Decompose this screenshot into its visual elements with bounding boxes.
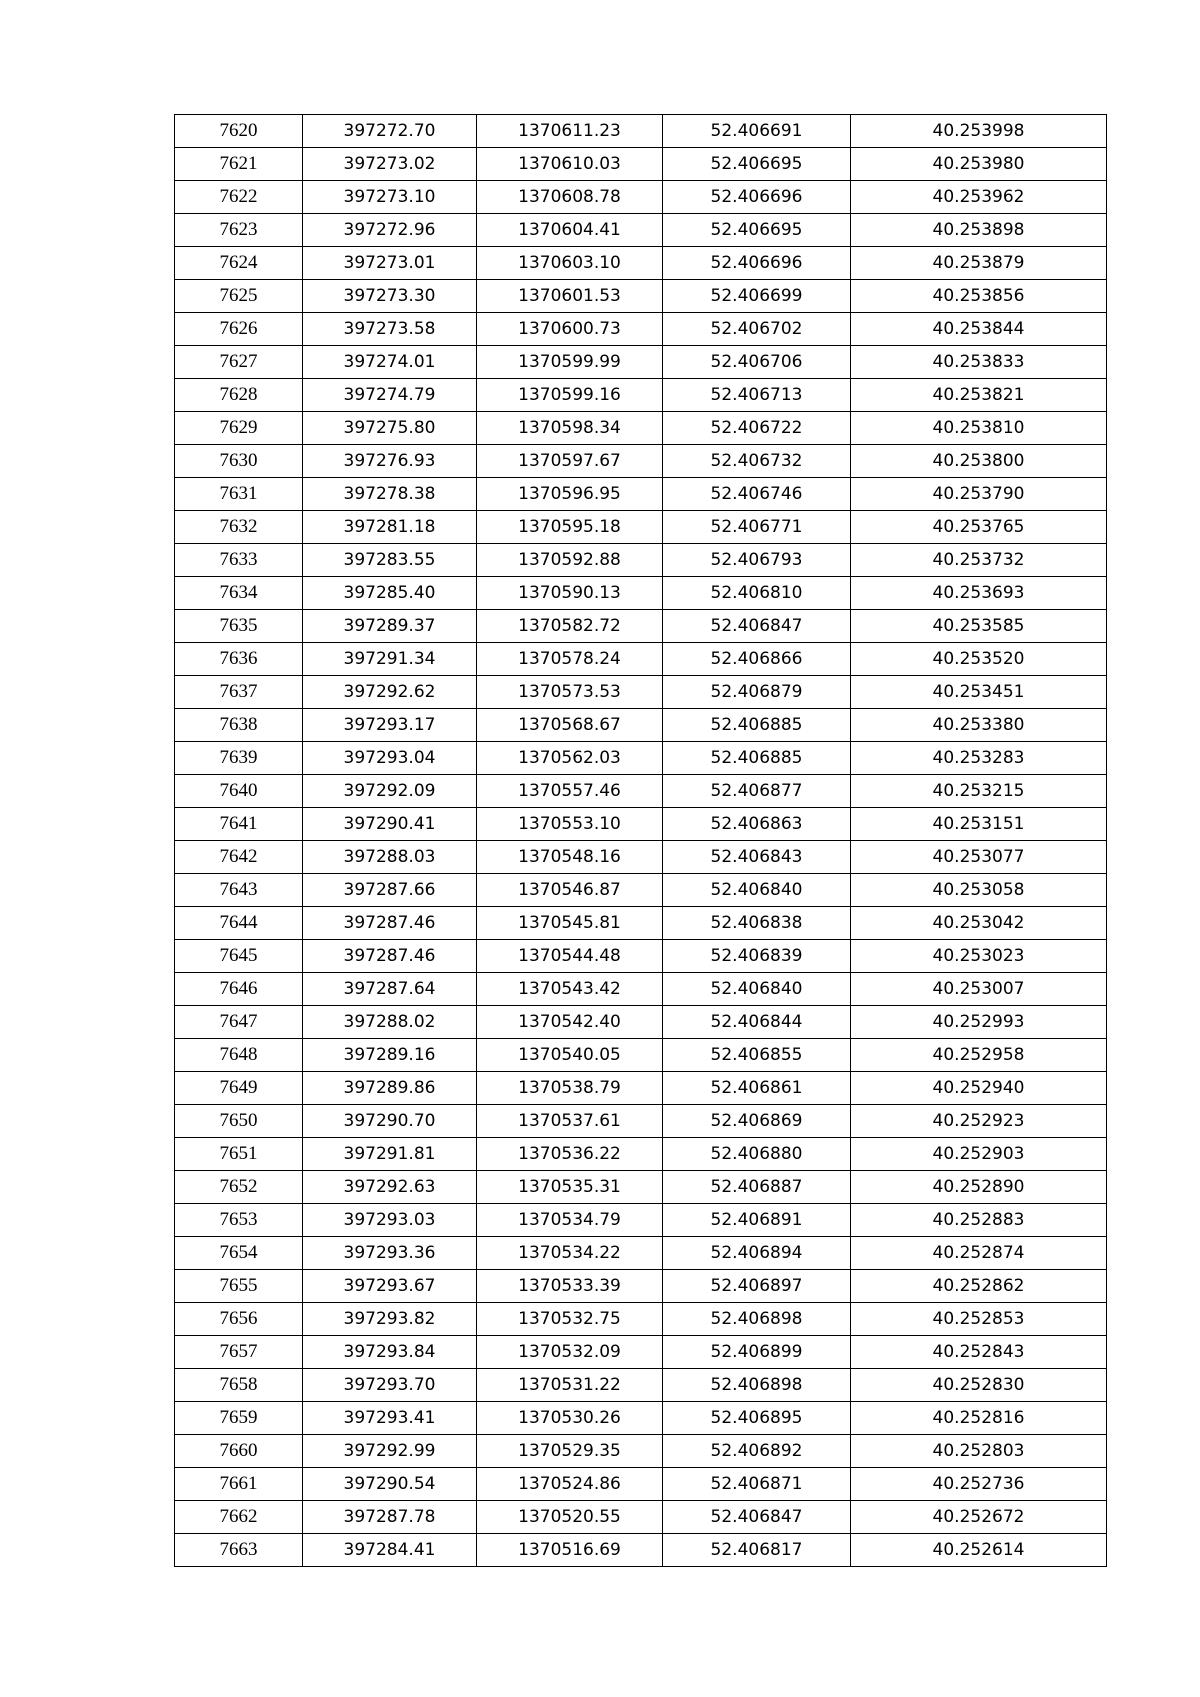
longitude-cell: 40.253283 xyxy=(851,742,1107,775)
table-row xyxy=(175,775,1107,808)
point-number-cell: 7655 xyxy=(175,1270,303,1303)
latitude-cell: 52.406695 xyxy=(663,214,851,247)
point-number-cell: 7644 xyxy=(175,907,303,940)
point-number-cell: 7636 xyxy=(175,643,303,676)
table-row xyxy=(175,874,1107,907)
point-number-cell: 7631 xyxy=(175,478,303,511)
point-number-cell: 7629 xyxy=(175,412,303,445)
x-coordinate-cell: 397291.81 xyxy=(303,1138,477,1171)
point-number-cell: 7645 xyxy=(175,940,303,973)
table-row xyxy=(175,412,1107,445)
x-coordinate-cell: 397287.46 xyxy=(303,940,477,973)
point-number-cell: 7622 xyxy=(175,181,303,214)
x-coordinate-cell: 397292.63 xyxy=(303,1171,477,1204)
table-row xyxy=(175,742,1107,775)
point-number-cell: 7653 xyxy=(175,1204,303,1237)
longitude-cell: 40.253585 xyxy=(851,610,1107,643)
latitude-cell: 52.406839 xyxy=(663,940,851,973)
y-coordinate-cell: 1370595.18 xyxy=(477,511,663,544)
x-coordinate-cell: 397293.03 xyxy=(303,1204,477,1237)
latitude-cell: 52.406732 xyxy=(663,445,851,478)
y-coordinate-cell: 1370533.39 xyxy=(477,1270,663,1303)
point-number-cell: 7648 xyxy=(175,1039,303,1072)
point-number-cell: 7660 xyxy=(175,1435,303,1468)
latitude-cell: 52.406840 xyxy=(663,874,851,907)
longitude-cell: 40.253962 xyxy=(851,181,1107,214)
x-coordinate-cell: 397273.01 xyxy=(303,247,477,280)
x-coordinate-cell: 397293.70 xyxy=(303,1369,477,1402)
x-coordinate-cell: 397287.66 xyxy=(303,874,477,907)
longitude-cell: 40.252874 xyxy=(851,1237,1107,1270)
latitude-cell: 52.406695 xyxy=(663,148,851,181)
table-row xyxy=(175,1039,1107,1072)
point-number-cell: 7634 xyxy=(175,577,303,610)
longitude-cell: 40.253451 xyxy=(851,676,1107,709)
latitude-cell: 52.406706 xyxy=(663,346,851,379)
y-coordinate-cell: 1370553.10 xyxy=(477,808,663,841)
table-row xyxy=(175,907,1107,940)
point-number-cell: 7656 xyxy=(175,1303,303,1336)
point-number-cell: 7649 xyxy=(175,1072,303,1105)
table-row xyxy=(175,280,1107,313)
table-row xyxy=(175,544,1107,577)
latitude-cell: 52.406696 xyxy=(663,247,851,280)
latitude-cell: 52.406847 xyxy=(663,610,851,643)
longitude-cell: 40.253215 xyxy=(851,775,1107,808)
table-row xyxy=(175,1336,1107,1369)
y-coordinate-cell: 1370562.03 xyxy=(477,742,663,775)
latitude-cell: 52.406880 xyxy=(663,1138,851,1171)
longitude-cell: 40.253765 xyxy=(851,511,1107,544)
longitude-cell: 40.252803 xyxy=(851,1435,1107,1468)
latitude-cell: 52.406877 xyxy=(663,775,851,808)
table-row xyxy=(175,1468,1107,1501)
y-coordinate-cell: 1370603.10 xyxy=(477,247,663,280)
x-coordinate-cell: 397293.17 xyxy=(303,709,477,742)
table-row xyxy=(175,511,1107,544)
latitude-cell: 52.406713 xyxy=(663,379,851,412)
table-row xyxy=(175,1204,1107,1237)
longitude-cell: 40.253790 xyxy=(851,478,1107,511)
x-coordinate-cell: 397293.41 xyxy=(303,1402,477,1435)
latitude-cell: 52.406871 xyxy=(663,1468,851,1501)
x-coordinate-cell: 397292.62 xyxy=(303,676,477,709)
point-number-cell: 7621 xyxy=(175,148,303,181)
y-coordinate-cell: 1370578.24 xyxy=(477,643,663,676)
longitude-cell: 40.253042 xyxy=(851,907,1107,940)
longitude-cell: 40.253007 xyxy=(851,973,1107,1006)
y-coordinate-cell: 1370601.53 xyxy=(477,280,663,313)
x-coordinate-cell: 397292.99 xyxy=(303,1435,477,1468)
y-coordinate-cell: 1370516.69 xyxy=(477,1534,663,1567)
latitude-cell: 52.406887 xyxy=(663,1171,851,1204)
latitude-cell: 52.406885 xyxy=(663,742,851,775)
y-coordinate-cell: 1370582.72 xyxy=(477,610,663,643)
longitude-cell: 40.253732 xyxy=(851,544,1107,577)
y-coordinate-cell: 1370573.53 xyxy=(477,676,663,709)
y-coordinate-cell: 1370597.67 xyxy=(477,445,663,478)
longitude-cell: 40.253810 xyxy=(851,412,1107,445)
y-coordinate-cell: 1370530.26 xyxy=(477,1402,663,1435)
table-row xyxy=(175,973,1107,1006)
longitude-cell: 40.253077 xyxy=(851,841,1107,874)
table-row xyxy=(175,709,1107,742)
x-coordinate-cell: 397293.67 xyxy=(303,1270,477,1303)
point-number-cell: 7626 xyxy=(175,313,303,346)
longitude-cell: 40.253980 xyxy=(851,148,1107,181)
y-coordinate-cell: 1370599.16 xyxy=(477,379,663,412)
y-coordinate-cell: 1370537.61 xyxy=(477,1105,663,1138)
longitude-cell: 40.253058 xyxy=(851,874,1107,907)
latitude-cell: 52.406702 xyxy=(663,313,851,346)
x-coordinate-cell: 397293.84 xyxy=(303,1336,477,1369)
point-number-cell: 7661 xyxy=(175,1468,303,1501)
latitude-cell: 52.406898 xyxy=(663,1369,851,1402)
latitude-cell: 52.406699 xyxy=(663,280,851,313)
table-row xyxy=(175,610,1107,643)
table-row xyxy=(175,346,1107,379)
y-coordinate-cell: 1370592.88 xyxy=(477,544,663,577)
latitude-cell: 52.406840 xyxy=(663,973,851,1006)
y-coordinate-cell: 1370529.35 xyxy=(477,1435,663,1468)
table-row xyxy=(175,808,1107,841)
longitude-cell: 40.253879 xyxy=(851,247,1107,280)
y-coordinate-cell: 1370524.86 xyxy=(477,1468,663,1501)
point-number-cell: 7620 xyxy=(175,115,303,148)
x-coordinate-cell: 397289.86 xyxy=(303,1072,477,1105)
table-row xyxy=(175,148,1107,181)
table-row xyxy=(175,181,1107,214)
longitude-cell: 40.252883 xyxy=(851,1204,1107,1237)
coordinates-table xyxy=(174,114,1107,1567)
longitude-cell: 40.252862 xyxy=(851,1270,1107,1303)
y-coordinate-cell: 1370596.95 xyxy=(477,478,663,511)
x-coordinate-cell: 397275.80 xyxy=(303,412,477,445)
longitude-cell: 40.252890 xyxy=(851,1171,1107,1204)
x-coordinate-cell: 397289.16 xyxy=(303,1039,477,1072)
longitude-cell: 40.252903 xyxy=(851,1138,1107,1171)
latitude-cell: 52.406898 xyxy=(663,1303,851,1336)
table-row xyxy=(175,379,1107,412)
table-row xyxy=(175,676,1107,709)
x-coordinate-cell: 397290.54 xyxy=(303,1468,477,1501)
y-coordinate-cell: 1370610.03 xyxy=(477,148,663,181)
x-coordinate-cell: 397274.79 xyxy=(303,379,477,412)
point-number-cell: 7657 xyxy=(175,1336,303,1369)
table-row xyxy=(175,1303,1107,1336)
latitude-cell: 52.406861 xyxy=(663,1072,851,1105)
table-row xyxy=(175,478,1107,511)
x-coordinate-cell: 397273.30 xyxy=(303,280,477,313)
latitude-cell: 52.406863 xyxy=(663,808,851,841)
point-number-cell: 7633 xyxy=(175,544,303,577)
table-row xyxy=(175,1171,1107,1204)
x-coordinate-cell: 397293.36 xyxy=(303,1237,477,1270)
point-number-cell: 7640 xyxy=(175,775,303,808)
x-coordinate-cell: 397293.82 xyxy=(303,1303,477,1336)
table-row xyxy=(175,577,1107,610)
y-coordinate-cell: 1370534.22 xyxy=(477,1237,663,1270)
y-coordinate-cell: 1370535.31 xyxy=(477,1171,663,1204)
longitude-cell: 40.252736 xyxy=(851,1468,1107,1501)
point-number-cell: 7647 xyxy=(175,1006,303,1039)
x-coordinate-cell: 397290.41 xyxy=(303,808,477,841)
point-number-cell: 7624 xyxy=(175,247,303,280)
y-coordinate-cell: 1370540.05 xyxy=(477,1039,663,1072)
longitude-cell: 40.253151 xyxy=(851,808,1107,841)
latitude-cell: 52.406899 xyxy=(663,1336,851,1369)
latitude-cell: 52.406847 xyxy=(663,1501,851,1534)
x-coordinate-cell: 397289.37 xyxy=(303,610,477,643)
table-row xyxy=(175,445,1107,478)
latitude-cell: 52.406746 xyxy=(663,478,851,511)
x-coordinate-cell: 397287.64 xyxy=(303,973,477,1006)
y-coordinate-cell: 1370608.78 xyxy=(477,181,663,214)
longitude-cell: 40.253800 xyxy=(851,445,1107,478)
longitude-cell: 40.253898 xyxy=(851,214,1107,247)
table-row xyxy=(175,1138,1107,1171)
y-coordinate-cell: 1370532.75 xyxy=(477,1303,663,1336)
latitude-cell: 52.406885 xyxy=(663,709,851,742)
latitude-cell: 52.406844 xyxy=(663,1006,851,1039)
x-coordinate-cell: 397273.02 xyxy=(303,148,477,181)
y-coordinate-cell: 1370604.41 xyxy=(477,214,663,247)
y-coordinate-cell: 1370590.13 xyxy=(477,577,663,610)
y-coordinate-cell: 1370568.67 xyxy=(477,709,663,742)
table-row xyxy=(175,1270,1107,1303)
latitude-cell: 52.406843 xyxy=(663,841,851,874)
point-number-cell: 7658 xyxy=(175,1369,303,1402)
x-coordinate-cell: 397283.55 xyxy=(303,544,477,577)
table-row xyxy=(175,247,1107,280)
longitude-cell: 40.252816 xyxy=(851,1402,1107,1435)
x-coordinate-cell: 397292.09 xyxy=(303,775,477,808)
point-number-cell: 7654 xyxy=(175,1237,303,1270)
table-row xyxy=(175,1501,1107,1534)
y-coordinate-cell: 1370531.22 xyxy=(477,1369,663,1402)
point-number-cell: 7652 xyxy=(175,1171,303,1204)
table-row xyxy=(175,115,1107,148)
latitude-cell: 52.406892 xyxy=(663,1435,851,1468)
point-number-cell: 7637 xyxy=(175,676,303,709)
latitude-cell: 52.406879 xyxy=(663,676,851,709)
latitude-cell: 52.406838 xyxy=(663,907,851,940)
latitude-cell: 52.406817 xyxy=(663,1534,851,1567)
x-coordinate-cell: 397290.70 xyxy=(303,1105,477,1138)
longitude-cell: 40.252614 xyxy=(851,1534,1107,1567)
y-coordinate-cell: 1370532.09 xyxy=(477,1336,663,1369)
latitude-cell: 52.406691 xyxy=(663,115,851,148)
table-row xyxy=(175,1402,1107,1435)
y-coordinate-cell: 1370600.73 xyxy=(477,313,663,346)
point-number-cell: 7628 xyxy=(175,379,303,412)
table-row xyxy=(175,1105,1107,1138)
point-number-cell: 7650 xyxy=(175,1105,303,1138)
longitude-cell: 40.253856 xyxy=(851,280,1107,313)
latitude-cell: 52.406897 xyxy=(663,1270,851,1303)
point-number-cell: 7623 xyxy=(175,214,303,247)
table-row xyxy=(175,1435,1107,1468)
longitude-cell: 40.253821 xyxy=(851,379,1107,412)
point-number-cell: 7630 xyxy=(175,445,303,478)
y-coordinate-cell: 1370520.55 xyxy=(477,1501,663,1534)
point-number-cell: 7635 xyxy=(175,610,303,643)
latitude-cell: 52.406894 xyxy=(663,1237,851,1270)
table-row xyxy=(175,1534,1107,1567)
point-number-cell: 7625 xyxy=(175,280,303,313)
x-coordinate-cell: 397278.38 xyxy=(303,478,477,511)
point-number-cell: 7642 xyxy=(175,841,303,874)
longitude-cell: 40.252853 xyxy=(851,1303,1107,1336)
x-coordinate-cell: 397284.41 xyxy=(303,1534,477,1567)
point-number-cell: 7639 xyxy=(175,742,303,775)
longitude-cell: 40.253693 xyxy=(851,577,1107,610)
x-coordinate-cell: 397293.04 xyxy=(303,742,477,775)
latitude-cell: 52.406696 xyxy=(663,181,851,214)
y-coordinate-cell: 1370538.79 xyxy=(477,1072,663,1105)
latitude-cell: 52.406869 xyxy=(663,1105,851,1138)
point-number-cell: 7651 xyxy=(175,1138,303,1171)
y-coordinate-cell: 1370598.34 xyxy=(477,412,663,445)
latitude-cell: 52.406722 xyxy=(663,412,851,445)
table-row xyxy=(175,1369,1107,1402)
point-number-cell: 7659 xyxy=(175,1402,303,1435)
longitude-cell: 40.253998 xyxy=(851,115,1107,148)
longitude-cell: 40.253844 xyxy=(851,313,1107,346)
x-coordinate-cell: 397281.18 xyxy=(303,511,477,544)
y-coordinate-cell: 1370534.79 xyxy=(477,1204,663,1237)
point-number-cell: 7638 xyxy=(175,709,303,742)
table-row xyxy=(175,313,1107,346)
point-number-cell: 7627 xyxy=(175,346,303,379)
y-coordinate-cell: 1370542.40 xyxy=(477,1006,663,1039)
coordinates-table-body xyxy=(175,115,1107,1567)
y-coordinate-cell: 1370546.87 xyxy=(477,874,663,907)
longitude-cell: 40.253380 xyxy=(851,709,1107,742)
longitude-cell: 40.252923 xyxy=(851,1105,1107,1138)
longitude-cell: 40.252843 xyxy=(851,1336,1107,1369)
x-coordinate-cell: 397273.10 xyxy=(303,181,477,214)
table-row xyxy=(175,643,1107,676)
table-row xyxy=(175,1006,1107,1039)
longitude-cell: 40.252958 xyxy=(851,1039,1107,1072)
y-coordinate-cell: 1370599.99 xyxy=(477,346,663,379)
table-row xyxy=(175,841,1107,874)
longitude-cell: 40.252830 xyxy=(851,1369,1107,1402)
longitude-cell: 40.253520 xyxy=(851,643,1107,676)
latitude-cell: 52.406895 xyxy=(663,1402,851,1435)
y-coordinate-cell: 1370543.42 xyxy=(477,973,663,1006)
y-coordinate-cell: 1370536.22 xyxy=(477,1138,663,1171)
latitude-cell: 52.406891 xyxy=(663,1204,851,1237)
point-number-cell: 7641 xyxy=(175,808,303,841)
y-coordinate-cell: 1370544.48 xyxy=(477,940,663,973)
x-coordinate-cell: 397285.40 xyxy=(303,577,477,610)
table-row xyxy=(175,940,1107,973)
latitude-cell: 52.406793 xyxy=(663,544,851,577)
longitude-cell: 40.253833 xyxy=(851,346,1107,379)
longitude-cell: 40.252672 xyxy=(851,1501,1107,1534)
y-coordinate-cell: 1370611.23 xyxy=(477,115,663,148)
y-coordinate-cell: 1370557.46 xyxy=(477,775,663,808)
latitude-cell: 52.406855 xyxy=(663,1039,851,1072)
table-row xyxy=(175,1237,1107,1270)
y-coordinate-cell: 1370545.81 xyxy=(477,907,663,940)
table-row xyxy=(175,1072,1107,1105)
y-coordinate-cell: 1370548.16 xyxy=(477,841,663,874)
point-number-cell: 7643 xyxy=(175,874,303,907)
table-row xyxy=(175,214,1107,247)
x-coordinate-cell: 397288.03 xyxy=(303,841,477,874)
x-coordinate-cell: 397272.70 xyxy=(303,115,477,148)
x-coordinate-cell: 397291.34 xyxy=(303,643,477,676)
longitude-cell: 40.252940 xyxy=(851,1072,1107,1105)
x-coordinate-cell: 397274.01 xyxy=(303,346,477,379)
x-coordinate-cell: 397273.58 xyxy=(303,313,477,346)
x-coordinate-cell: 397287.46 xyxy=(303,907,477,940)
x-coordinate-cell: 397272.96 xyxy=(303,214,477,247)
point-number-cell: 7663 xyxy=(175,1534,303,1567)
latitude-cell: 52.406810 xyxy=(663,577,851,610)
point-number-cell: 7662 xyxy=(175,1501,303,1534)
x-coordinate-cell: 397276.93 xyxy=(303,445,477,478)
point-number-cell: 7646 xyxy=(175,973,303,1006)
point-number-cell: 7632 xyxy=(175,511,303,544)
latitude-cell: 52.406866 xyxy=(663,643,851,676)
longitude-cell: 40.253023 xyxy=(851,940,1107,973)
latitude-cell: 52.406771 xyxy=(663,511,851,544)
x-coordinate-cell: 397287.78 xyxy=(303,1501,477,1534)
longitude-cell: 40.252993 xyxy=(851,1006,1107,1039)
x-coordinate-cell: 397288.02 xyxy=(303,1006,477,1039)
